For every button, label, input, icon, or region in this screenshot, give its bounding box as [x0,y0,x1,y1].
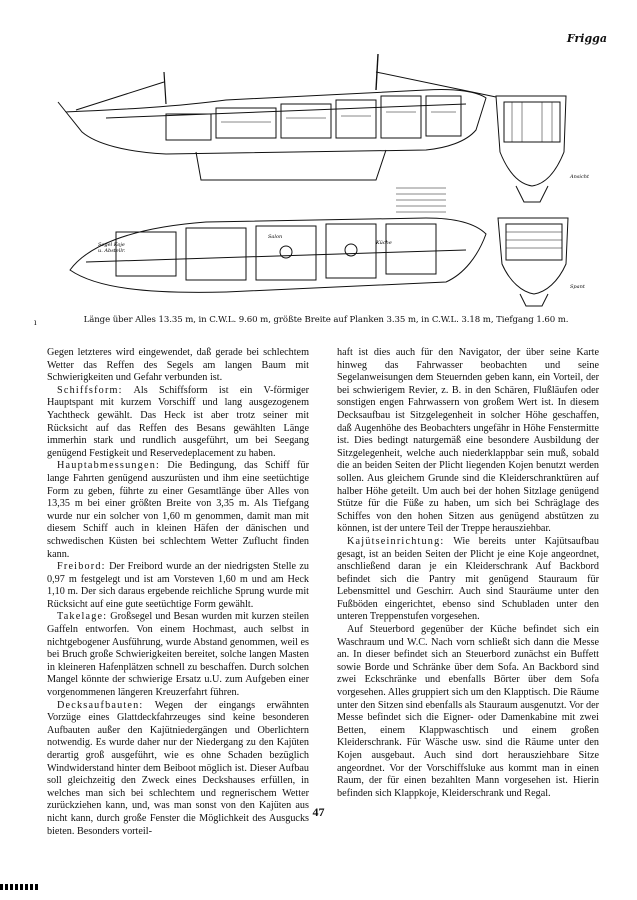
run-in-heading: Kajütseinrichtung: [347,535,445,547]
deck-plan-hull [70,218,486,292]
paragraph: haft ist dies auch für den Navigator, der über seine Karte hinweg das Fahrwasser beobachten und seine Segelanweisungen dem Steuernden geben kann, ein Vorteil, der bei schwierigem Revier, z. B. in den Schären, Flußläufen oder sonstigen engen Fahrwassern von großem Wert ist. In diesem Decksaufbau ist Sitzgelegenheit in solcher Höhe geschaffen, daß Augenhöhe des Beobachters ungefähr in Höhe Fenstermitte ist. Dies bedingt naturgemäß eine besondere Ausbildung der Sitzgelegenheit, welche auch niederklappbar sein muß, sobald die an beiden Seiten der Plicht liegenden Kojen benutzt werden sollen. Aus gleichem Grunde sind die Kleiderschranktüren auf halber Höhe geteilt. Um auch bei der hohen Sitzlage genügend Stütze für die Füße zu haben, um sich bei Schräglage des Schiffes von den hohen Sitzen aus genügend abstützen zu können, ist der untere Teil der Treppe herausziehbar. [337,347,599,535]
run-in-heading: Schiffsform: [57,384,123,396]
paragraph: Freibord: Der Freibord wurde an der niedrigsten Stelle zu 0,97 m festgelegt und ist am Vorsteven 1,60 m und am Heck 1,10 m. Der sich daraus ergebende reichliche Sprung wurde mit Rücksicht auf eine gute seetüchtige Form gewählt. [47,561,309,610]
page-number: 47 [312,805,325,819]
run-in-heading: Decksaufbauten: [57,699,144,711]
deck-sublabel: u. Abstellr. [98,248,126,254]
text-column-left [47,347,309,838]
section-view-top [496,96,566,186]
mizzen-mast [164,72,166,104]
paragraph: Hauptabmessungen: Die Bedingung, das Schiff für lange Fahrten genügend auszurüsten und ihm eine seetüchtige Form zu geben, führte zu einer Gesamtlänge über Alles von 13,35 m bei einer größten Breite von 3,35 m. Als Tiefgang wurde nur ein solcher von 1,60 m genommen, damit man mit diesem Schiff auch in kleinen Häfen der dänischen und schwedischen Küsten bei schlechtem Wetter Zuflucht finden kann. [47,460,309,560]
run-in-heading: Hauptabmessungen: [57,460,161,472]
running-header: Frigga [566,32,607,45]
yacht-plan-figure [46,52,606,308]
paragraph: Auf Steuerbord gegenüber der Küche befindet sich ein Waschraum und W.C. Nach vorn schließt sich dann die Messe an. In dieser befindet sich an Steuerbord zunächst ein Buffett sowie Borde und Schränke über dem Sofa. An Backbord sind zwei Eckschränke und ebenfalls Börter über dem Sofa vorgesehen. Alles gruppiert sich um den Klapptisch. Die Räume unter den Sitzen sind ebenfalls als Stauraum ausgenutzt. Vor der Messe befindet sich die Eigner- oder Damenkabine mit zwei Betten, einem Klappwaschtisch und einem großen Kleiderschrank. Für Wäsche usw. sind die Räume unter den Kojen ausgebaut. Auch sind dort herausziehbare Sitze angeordnet. Vor der Vorschiffsluke aus kommt man in einen Raum, der für einen bezahlten Mann vorgesehen ist. Hierin befinden sich Klappkoje, Kleiderschrank und Regal. [337,624,599,799]
paragraph: Decksaufbauten: Wegen der eingangs erwähnten Vorzüge eines Glattdeckfahrzeuges sind keine besonderen Aufbauten außer den Kajütniedergängen und Oberlichtern notwendig. Es wurde daher nur der Niedergang zu den Kajüten derartig groß ausgeführt, wie es ohne Schaden bezüglich Windwiderstand hinter dem Beiboot möglich ist. Dieser Aufbau soll gleichzeitig den Zweck eines Deckshauses erfüllen, in welches man sich bei schlechtem und regnerischem Wetter zurückziehen kann, und, was man sonst von den Kajüten aus nicht kann, durch große Fenster die Möglichkeit des Ausgucks bieten. Besonders vorteil- [47,699,309,837]
scan-edge-marks [0,884,40,890]
paragraph: Schiffsform: Als Schiffsform ist ein V-förmiger Hauptspant mit kurzem Vorschiff und lang ausgezogenem Yachtheck gewählt. Das Heck ist aber trotz seiner mit Rücksicht auf das Reffen des Besans gewählten Länge immerhin stark und rundlich ausgeführt, um bei Seegang genügend Festigkeit und Reservedeplacement zu haben. [47,384,309,459]
margin-mark: ı [34,318,37,327]
salon-label: Salon [268,234,283,240]
section-view-bottom [498,218,568,294]
profile-keel [196,150,386,180]
deck-label: Segel Koje [98,242,125,248]
section-label: Spant [570,284,585,290]
text-column-right [337,347,599,800]
figure-caption: Länge über Alles 13.35 m, in C.W.L. 9.60 m, größte Breite auf Planken 3.35 m, in C.W.L. 3.18 m, Tiefgang 1.60 m. [83,315,569,325]
run-in-heading: Takelage: [57,611,108,623]
paragraph: Takelage: Großsegel und Besan wurden mit kurzen steilen Gaffeln entworfen. Von einem Hochmast, auch selbst in nichtgebogener Ausführung, wurde Abstand genommen, weil es bei Bruch große Schwierigkeiten bereitet, solche langen Masten in kleineren Hafenplätzen schnell zu beschaffen. Durch solchen Mangel könnte der schwierige Ersatz u.U. zum Aufgeben einer vorgenommenen längeren Kreuzerfahrt führen. [47,611,309,699]
paragraph: Gegen letzteres wird eingewendet, daß gerade bei schlechtem Wetter das Reffen des Segels am langen Baum mit Schwierigkeiten und Gefahr verbunden ist. [47,347,309,384]
run-in-heading: Freibord: [57,561,106,573]
stern-label: Ansicht [570,174,590,180]
paragraph: Kajütseinrichtung: Wie bereits unter Kajütsaufbau gesagt, ist an beiden Seiten der Plicht je eine Koje angeordnet, anschließend daran je ein Kleiderschrank Auf Backbord befindet sich die Pantry mit genügend Stauraum für Lebensmittel und Geschirr. Auch sind Stauräume unter den Fußböden eingerichtet, ebenso sind Schubladen unter den unteren Treppenstufen vorgesehen. [337,535,599,623]
galley-label: Küche [376,240,392,246]
yacht-drawing [46,52,606,308]
